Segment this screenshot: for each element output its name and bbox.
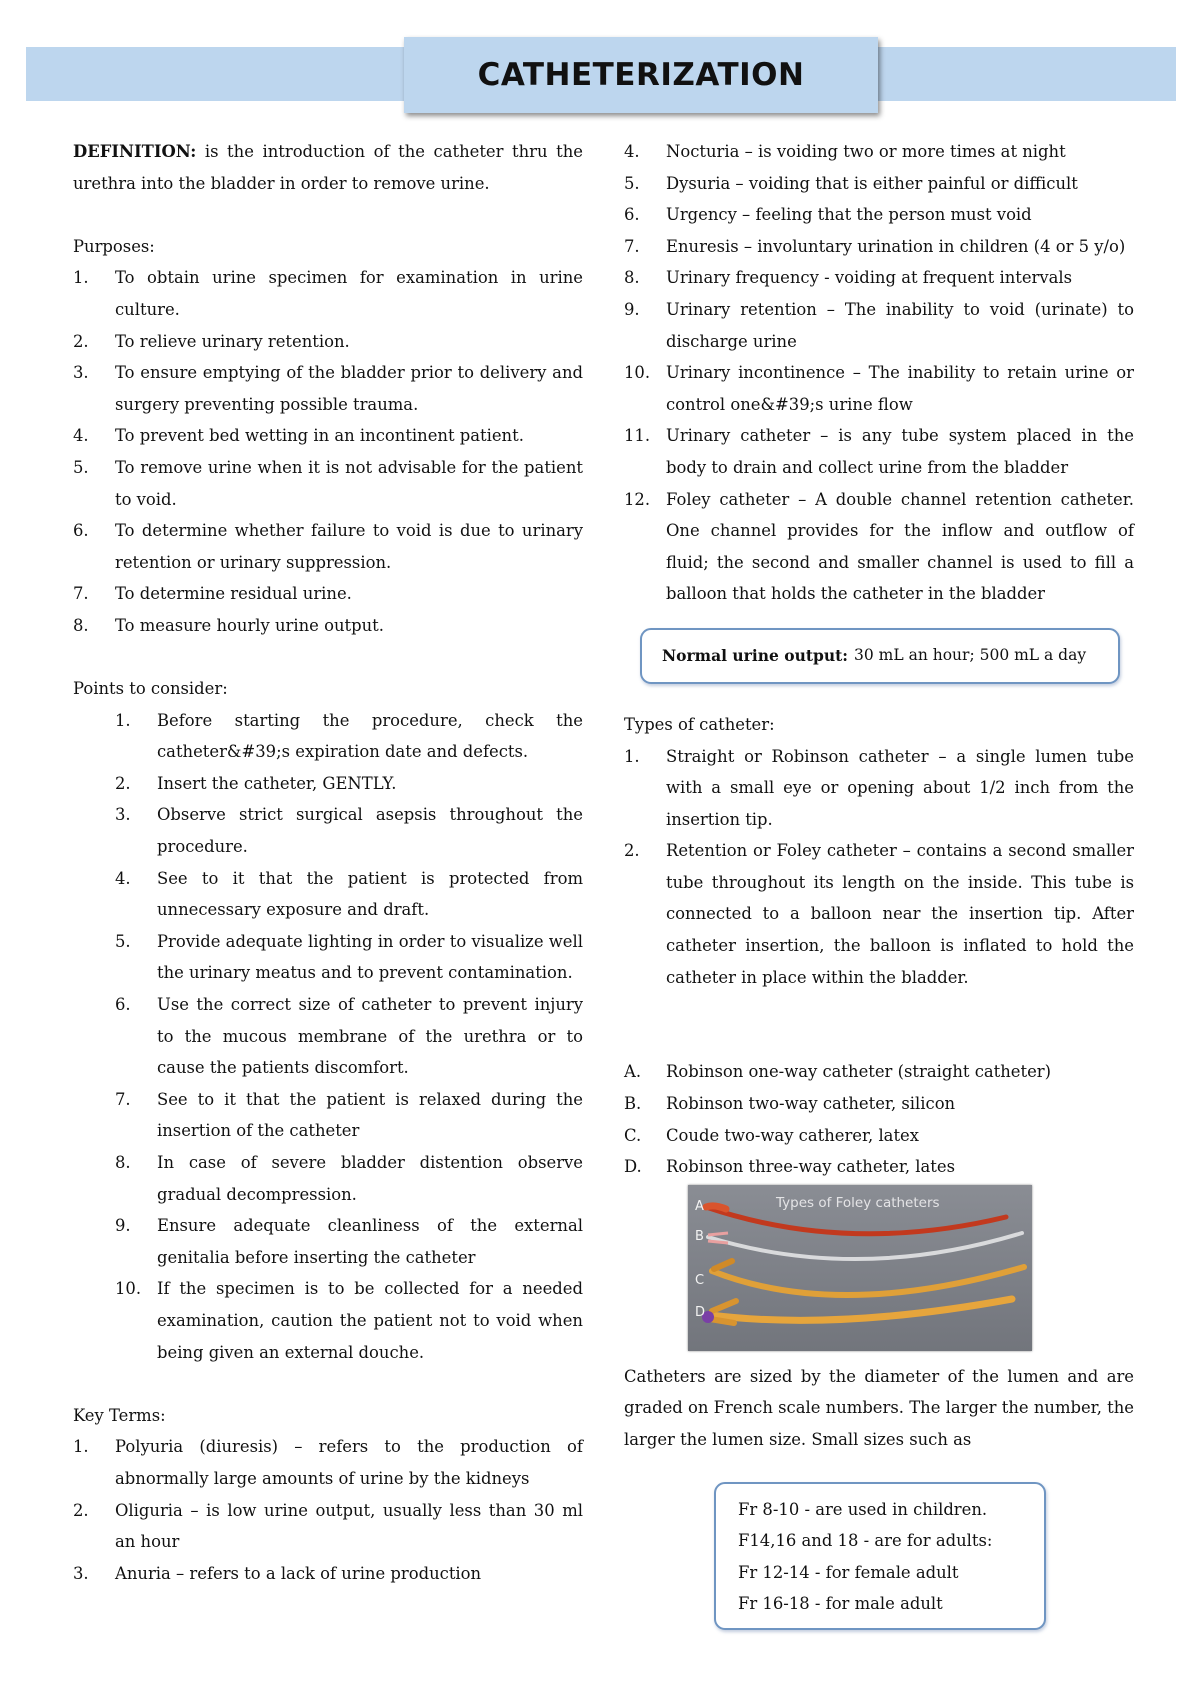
list-text: Anuria – refers to a lack of urine production — [115, 1563, 482, 1583]
list-text: Urinary frequency - voiding at frequent intervals — [666, 268, 1073, 288]
types-list — [624, 741, 1134, 994]
list-number: 5. — [115, 931, 131, 951]
size-line: Fr 16-18 - for male adult — [738, 1594, 943, 1614]
list-number: 9. — [624, 299, 640, 319]
list-item — [624, 199, 1134, 231]
list-item — [624, 357, 1134, 420]
list-text: To determine residual urine. — [115, 584, 352, 604]
purposes-heading: Purposes: — [73, 236, 155, 256]
list-item — [624, 1088, 1134, 1120]
list-item — [624, 1120, 1134, 1152]
list-number: 10. — [624, 363, 651, 383]
purposes-list — [73, 262, 583, 641]
list-item — [624, 262, 1134, 294]
catheter-variants-list — [624, 1056, 1134, 1182]
list-number: 6. — [73, 521, 89, 541]
list-item — [115, 1147, 583, 1210]
list-text: Robinson one-way catheter (straight catheter) — [666, 1062, 1052, 1082]
list-number: 5. — [624, 173, 640, 193]
catheter-sizes-callout — [714, 1482, 1046, 1630]
list-number: 2. — [115, 773, 131, 793]
points-list — [115, 705, 583, 1368]
list-item — [73, 515, 583, 578]
list-item — [115, 1273, 583, 1368]
list-text: See to it that the patient is relaxed during the insertion of the catheter — [157, 1089, 583, 1141]
list-item — [624, 835, 1134, 993]
list-number: 1. — [624, 746, 640, 766]
list-item — [73, 1431, 583, 1494]
list-item — [73, 452, 583, 515]
normal-output-label: Normal urine output: — [662, 646, 849, 666]
photo-label-d: D — [695, 1304, 706, 1320]
list-item — [115, 705, 583, 768]
list-text: Observe strict surgical asepsis throughout the procedure. — [157, 805, 583, 857]
points-heading: Points to consider: — [73, 679, 228, 699]
definition — [73, 136, 583, 199]
list-text: Enuresis – involuntary urination in children (4 or 5 y/o) — [666, 236, 1126, 256]
list-text: Polyuria (diuresis) – refers to the production of abnormally large amounts of urine by the kidneys — [115, 1437, 583, 1488]
list-item — [115, 1210, 583, 1273]
list-number: 12. — [624, 489, 651, 509]
title-box — [404, 37, 878, 113]
normal-output-value: 30 mL an hour; 500 mL a day — [854, 646, 1087, 665]
list-item — [73, 420, 583, 452]
list-number: 8. — [73, 615, 89, 635]
list-text: Coude two-way catherer, latex — [666, 1125, 919, 1145]
list-number: 7. — [624, 236, 640, 256]
list-text: To measure hourly urine output. — [115, 615, 384, 635]
list-text: Nocturia – is voiding two or more times at night — [666, 142, 1066, 161]
list-text: Urgency – feeling that the person must void — [666, 205, 1032, 225]
list-item — [624, 168, 1134, 200]
list-text: Robinson three-way catheter, lates — [666, 1157, 955, 1177]
key-terms-list-right — [624, 136, 1134, 610]
list-item — [73, 262, 583, 325]
list-text: Before starting the procedure, check the catheter&#39;s expiration date and defects. — [157, 710, 583, 762]
list-item — [115, 926, 583, 989]
list-letter: D. — [624, 1157, 642, 1177]
key-terms-heading: Key Terms: — [73, 1405, 166, 1425]
list-text: Oliguria – is low urine output, usually less than 30 ml an hour — [115, 1500, 583, 1552]
size-line: F14,16 and 18 - are for adults: — [738, 1531, 993, 1551]
list-number: 2. — [73, 331, 89, 351]
right-column — [624, 136, 1134, 1630]
size-line: Fr 12-14 - for female adult — [738, 1562, 959, 1582]
list-item — [115, 989, 583, 1084]
list-text: Ensure adequate cleanliness of the external genitalia before inserting the catheter — [157, 1216, 583, 1267]
list-text: Urinary incontinence – The inability to retain urine or control one&#39;s urine flow — [666, 363, 1134, 414]
list-item — [73, 1558, 583, 1590]
foley-catheters-photo — [688, 1185, 1032, 1351]
list-item — [73, 326, 583, 358]
list-item — [624, 484, 1134, 610]
list-number: 6. — [115, 995, 131, 1015]
list-item — [624, 1151, 1134, 1183]
list-text: Use the correct size of catheter to prevent injury to the mucous membrane of the urethra or to cause the patients discomfort. — [157, 995, 583, 1078]
list-number: 1. — [73, 1437, 89, 1457]
list-item — [624, 741, 1134, 836]
list-number: 3. — [115, 805, 131, 825]
list-text: See to it that the patient is protected from unnecessary exposure and draft. — [157, 868, 583, 920]
list-number: 8. — [624, 268, 640, 288]
list-number: 3. — [73, 1563, 89, 1583]
photo-label-c: C — [695, 1272, 705, 1288]
list-letter: B. — [624, 1094, 642, 1114]
list-text: To obtain urine specimen for examination in urine culture. — [115, 268, 583, 319]
definition-text: is the introduction of the catheter thru the urethra into the bladder in order to remove urine. — [73, 142, 583, 193]
list-number: 2. — [624, 841, 640, 861]
list-text: To determine whether failure to void is due to urinary retention or urinary suppression. — [115, 521, 583, 572]
list-number: 4. — [624, 142, 640, 161]
list-text: To prevent bed wetting in an incontinent patient. — [115, 426, 524, 446]
list-number: 3. — [73, 363, 89, 383]
list-number: 1. — [73, 268, 89, 288]
size-line: Fr 8-10 - are used in children. — [738, 1499, 988, 1519]
list-item — [115, 1084, 583, 1147]
photo-title: Types of Foley catheters — [776, 1194, 940, 1211]
list-number: 5. — [73, 457, 89, 477]
list-text: In case of severe bladder distention observe gradual decompression. — [157, 1153, 583, 1204]
list-item — [624, 231, 1134, 263]
normal-output-callout — [640, 628, 1120, 684]
list-text: Retention or Foley catheter – contains a second smaller tube throughout its length on the inside. This tube is connected to a balloon near the insertion tip. After catheter insertion, the balloon is inflated to hold the catheter in place within the bladder. — [666, 841, 1134, 987]
list-number: 1. — [115, 710, 131, 730]
list-number: 8. — [115, 1153, 131, 1172]
sizing-paragraph: Catheters are sized by the diameter of the lumen and are graded on French scale numbers. The larger the number, the larger the lumen size. Small sizes such as — [624, 1366, 1134, 1449]
definition-label: DEFINITION: — [73, 142, 197, 161]
list-item — [624, 1056, 1134, 1088]
list-number: 6. — [624, 205, 640, 225]
list-text: Provide adequate lighting in order to visualize well the urinary meatus and to prevent contamination. — [157, 931, 583, 983]
list-text: Dysuria – voiding that is either painful or difficult — [666, 173, 1078, 193]
list-text: To remove urine when it is not advisable for the patient to void. — [115, 457, 583, 509]
list-item — [115, 863, 583, 926]
photo-label-a: A — [695, 1198, 704, 1214]
list-text: To relieve urinary retention. — [115, 331, 350, 351]
list-item — [73, 578, 583, 610]
list-number: 4. — [73, 426, 89, 446]
list-text: To ensure emptying of the bladder prior to delivery and surgery preventing possible trauma. — [115, 363, 583, 414]
list-letter: C. — [624, 1125, 642, 1145]
list-number: 2. — [73, 1500, 89, 1520]
list-number: 7. — [115, 1089, 131, 1109]
list-number: 9. — [115, 1216, 131, 1236]
photo-label-b: B — [695, 1228, 704, 1244]
list-text: If the specimen is to be collected for a needed examination, caution the patient not to void when being given an external douche. — [157, 1279, 583, 1362]
list-text: Urinary catheter – is any tube system placed in the body to drain and collect urine from the bladder — [666, 426, 1134, 477]
list-item — [73, 357, 583, 420]
list-text: Robinson two-way catheter, silicon — [666, 1094, 956, 1114]
list-number: 4. — [115, 868, 131, 888]
list-item — [73, 610, 583, 642]
list-item — [624, 294, 1134, 357]
list-item — [624, 136, 1134, 168]
list-item — [624, 420, 1134, 483]
page-title: CATHETERIZATION — [477, 57, 805, 93]
list-text: Foley catheter – A double channel retention catheter. One channel provides for the inflow and outflow of fluid; the second and smaller channel is used to fill a balloon that holds the catheter in the bladder — [666, 489, 1134, 604]
list-text: Insert the catheter, GENTLY. — [157, 773, 397, 793]
list-item — [73, 1495, 583, 1558]
list-number: 10. — [115, 1279, 142, 1299]
list-text: Urinary retention – The inability to void (urinate) to discharge urine — [666, 299, 1134, 351]
list-item — [115, 799, 583, 862]
list-number: 11. — [624, 426, 651, 446]
list-item — [115, 768, 583, 800]
list-number: 7. — [73, 584, 89, 604]
list-text: Straight or Robinson catheter – a single lumen tube with a small eye or opening about 1/2 inch from the insertion tip. — [666, 746, 1134, 829]
types-heading: Types of catheter: — [624, 714, 775, 734]
list-letter: A. — [624, 1062, 642, 1082]
left-column — [73, 136, 583, 1589]
key-terms-list-left — [73, 1431, 583, 1589]
